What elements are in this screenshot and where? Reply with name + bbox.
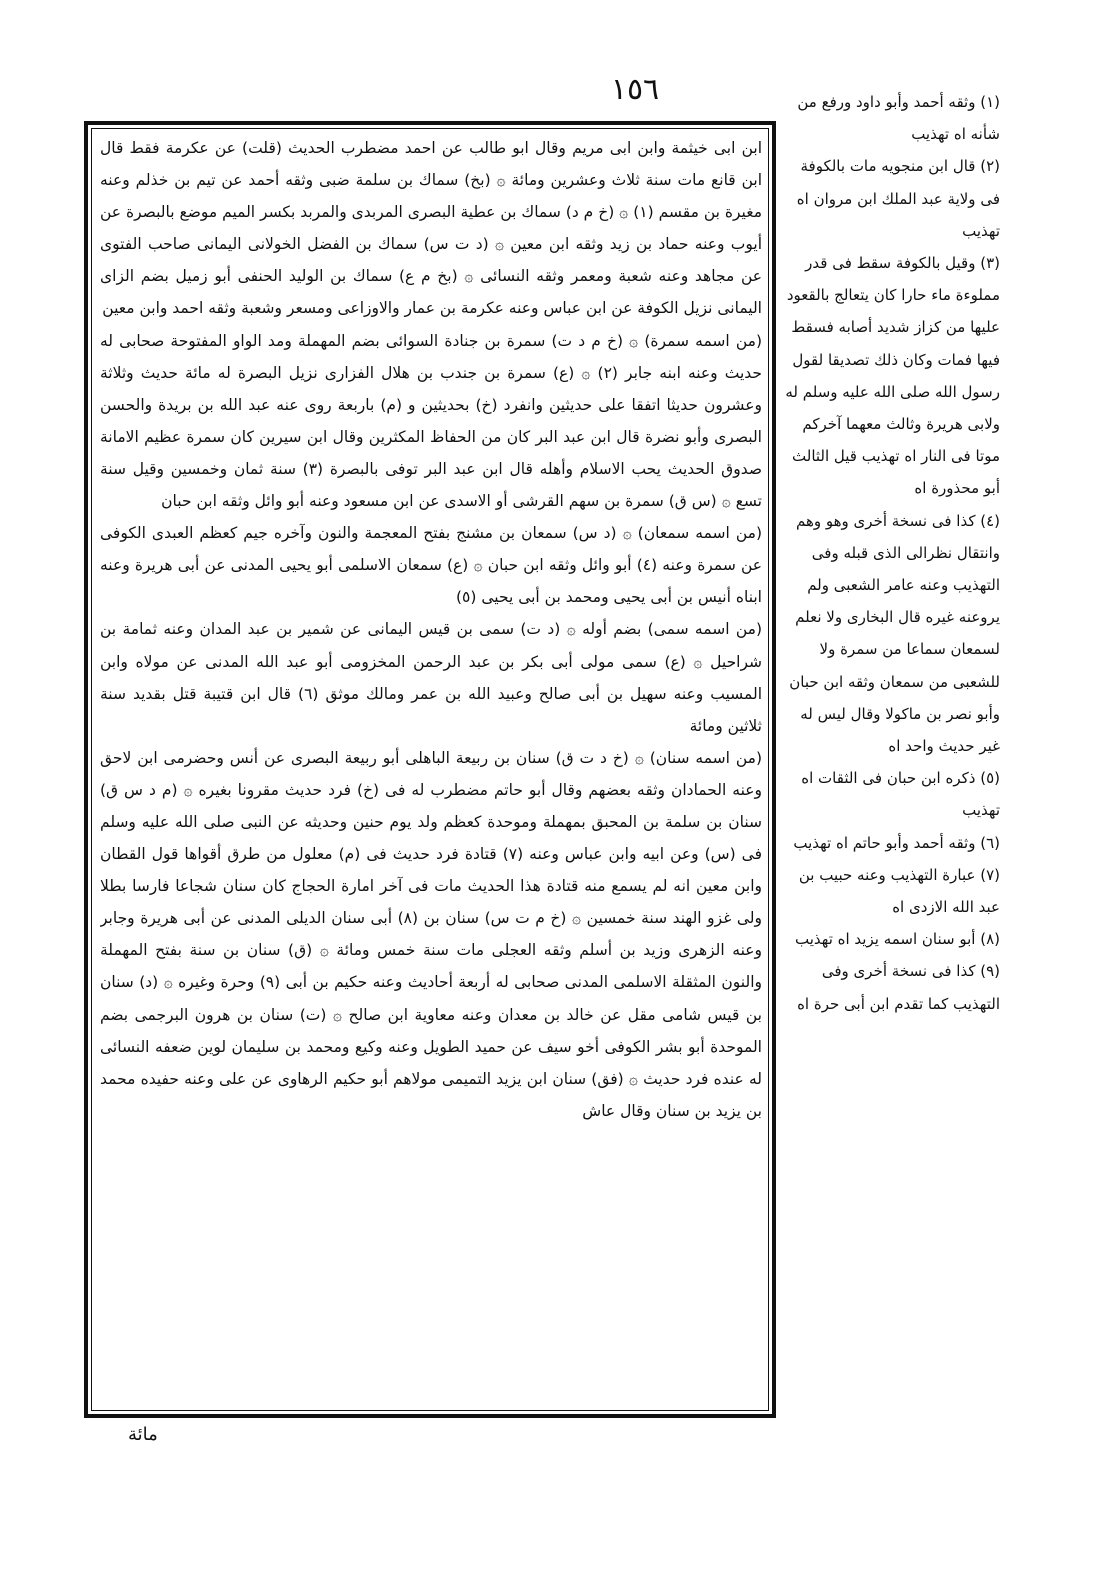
paragraph-sumay: (من اسمه سمى) بضم أوله ۞ (د ت) سمى بن قيس اليمانى عن شمير بن عبد المدان وعنه ثمامة بن شراحيل ۞ (ع) سمى مولى أبى بكر بن عبد الرحمن المخزومى أبو عبد الله المدنى عن مولاه وابن المسيب وعنه سهيل بن أبى صالح وعبيد الله بن عمر ومالك موثق (٦) قال ابن قتيبة قتل بقديد سنة ثلاثين ومائة (100, 620, 762, 735)
footnote-1: (١) وثقه أحمد وأبو داود ورفع من شأنه اه تهذيب (797, 93, 1000, 144)
footnote-3: (٣) وقيل بالكوفة سقط فى قدر مملوءة ماء حارا كان يتعالج بالقعود عليها من كزاز شديد أصابه فسقط فيها فمات وكان ذلك تصديقا لقول رسول الله صلى الله عليه وسلم له ولابى هريرة وثالث معهما آخركم موتا فى النار اه تهذيب قيل الثالث أبو محذورة اه (785, 254, 1000, 498)
footnote-8: (٨) أبو سنان اسمه يزيد اه تهذيب (795, 930, 1000, 949)
paragraph-simak: ابن ابى خيثمة وابن ابى مريم وقال ابو طالب عن احمد مضطرب الحديث (قلت) عن عكرمة فقط قال ابن قانع مات سنة ثلاث وعشرين ومائة ۞ (بخ) سماك بن سلمة ضبى وثقه أحمد عن تيم بن خذلم وعنه مغيرة بن مقسم (١) ۞ (خ م د) سماك بن عطية البصرى المربدى والمربد بكسر الميم موضع بالبصرة عن أيوب وعنه حماد بن زيد وثقه ابن معين ۞ (د ت س) سماك بن الفضل الخولانى اليمانى صاحب الفتوى عن مجاهد وعنه شعبة ومعمر وثقه النسائى ۞ (بخ م ع) سماك بن الوليد الحنفى أبو زميل بضم الزاى اليمانى نزيل الكوفة عن ابن عباس وعنه عكرمة بن عمار والاوزاعى ومسعر وشعبة وثقه احمد وابن معين (100, 139, 762, 318)
main-text-block (100, 132, 762, 1402)
paragraph-sinan: (من اسمه سنان) ۞ (خ د ت ق) سنان بن ربيعة الباهلى أبو ربيعة البصرى عن أنس وحضرمى ابن لاحق وعنه الحمادان وثقه بعضهم وقال أبو حاتم مضطرب له فى (خ) فرد حديث مقرونا بغيره ۞ (م د س ق) سنان بن سلمة بن المحبق بمهملة وموحدة كعظم ولد يوم حنين وحديثه عن النبى صلى الله عليه وسلم فى (س) وعن ابيه وابن عباس وعنه (٧) قتادة فرد حديث فى (م) معلول من طرق أقواها قول القطان وابن معين انه لم يسمع منه قتادة هذا الحديث مات فى آخر امارة الحجاج كان سنان شجاعا فارسا بطلا ولى غزو الهند سنة خمسين ۞ (خ م ت س) سنان بن (٨) أبى سنان الديلى المدنى عن أبى هريرة وجابر وعنه الزهرى وزيد بن أسلم وثقه العجلى مات سنة خمس ومائة ۞ (ق) سنان بن سنة بفتح المهملة والنون المثقلة الاسلمى المدنى صحابى له أربعة أحاديث وعنه حكيم بن أبى (٩) وحرة وغيره ۞ (د) سنان بن قيس شامى مقل عن خالد بن معدان وعنه معاوية ابن صالح ۞ (ت) سنان بن هرون البرجمى بضم الموحدة أبو بشر الكوفى أخو سيف عن حميد الطويل وعنه وكيع ومحمد بن سليمان لوين ضعفه النسائى له عنده فرد حديث ۞ (فق) سنان ابن يزيد التميمى مولاهم أبو حكيم الرهاوى عن على وعنه حفيده محمد بن يزيد بن سنان وقال عاش (100, 748, 762, 1120)
footnote-6: (٦) وثقه أحمد وأبو حاتم اه تهذيب (793, 833, 1000, 852)
footnote-5: (٥) ذكره ابن حبان فى الثقات اه تهذيب (801, 769, 1000, 820)
footer-catchword: مائة (128, 1424, 158, 1445)
margin-notes (778, 86, 1000, 1506)
paragraph-samura: (من اسمه سمرة) ۞ (خ م د ت) سمرة بن جنادة السوائى بضم المهملة ومد الواو المفتوحة صحابى له حديث وعنه ابنه جابر (٢) ۞ (ع) سمرة بن جندب بن هلال الفزارى نزيل البصرة له مائة حديث وثلاثة وعشرون حديثا اتفقا على حديثين وانفرد (خ) بحديثين و (م) باربعة روى عنه عبد الله بن بريدة والحسن البصرى وأبو نضرة قال ابن عبد البر كان من الحفاظ المكثرين وقال ابن سيرين كان سمرة عظيم الامانة صدوق الحديث يحب الاسلام وأهله قال ابن عبد البر توفى بالبصرة (٣) سنة ثمان وخمسين وقيل سنة تسع ۞ (س ق) سمرة بن سهم القرشى أو الاسدى عن ابن مسعود وعنه أبو وائل وثقه ابن حبان (100, 331, 762, 511)
footnote-2: (٢) قال ابن منجويه مات بالكوفة فى ولاية عبد الملك ابن مروان اه تهذيب (796, 157, 1000, 240)
footnote-4: (٤) كذا فى نسخة أخرى وهو وهم وانتقال نظرالى الذى قبله وفى التهذيب وعنه عامر الشعبى ولم يروعنه غيره قال البخارى ولا نعلم لسمعان سماعا من سمرة ولا للشعبى من سمعان وثقه ابن حبان وأبو نصر بن ماكولا وقال ليس له غير حديث واحد اه (789, 511, 1000, 756)
paragraph-samaan: (من اسمه سمعان) ۞ (د س) سمعان بن مشنج بفتح المعجمة والنون وآخره جيم كعظم العبدى الكوفى عن سمرة وعنه (٤) أبو وائل وثقه ابن حبان ۞ (ع) سمعان الاسلمى أبو يحيى المدنى عن أبى هريرة وعنه ابناه أنيس بن أبى يحيى ومحمد بن أبى يحيى (٥) (100, 524, 762, 607)
footnote-7: (٧) عبارة التهذيب وعنه حبيب بن عبد الله الازدى اه (798, 865, 1000, 917)
page-number: ١٥٦ (610, 72, 660, 107)
footnote-9: (٩) كذا فى نسخة أخرى وفى التهذيب كما تقدم ابن أبى حرة اه (797, 962, 1000, 1013)
